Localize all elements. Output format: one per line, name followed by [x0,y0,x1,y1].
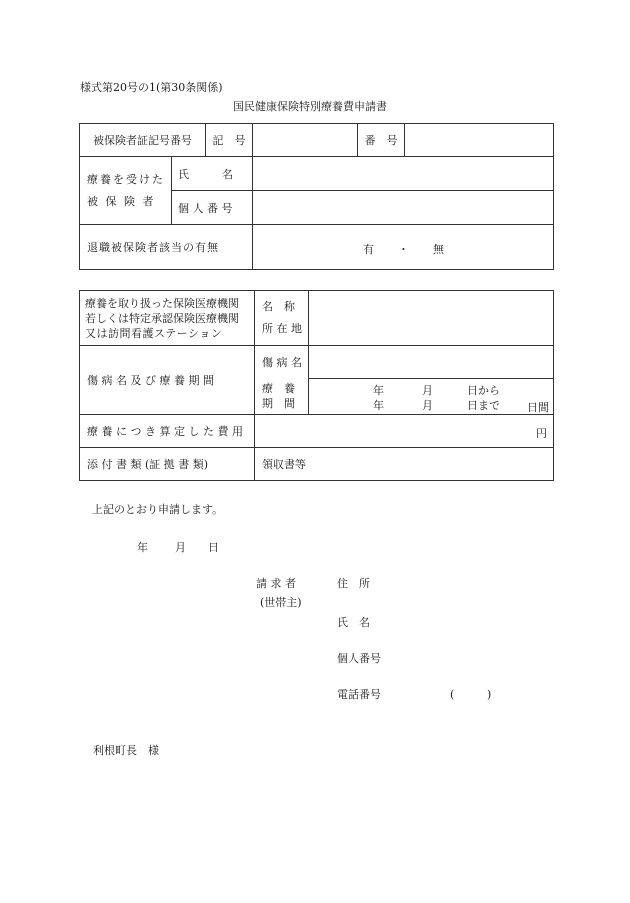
householder-label: (世帯主) [260,596,302,609]
name-label: 氏 名 [172,157,253,191]
attach-field[interactable]: 領収書等 [255,448,554,481]
period-field[interactable]: 年 月 日から 年 月 日まで 日間 [309,379,554,415]
bango-label: 番 号 [358,124,405,157]
mynumber-label: 個 人 番 号 [172,191,253,225]
recipient-label: 療養を受けた 被 保 険 者 [80,157,172,225]
claimant-label: 請 求 者 [256,577,296,590]
option-separator: ・ [398,243,409,256]
mynumber-field[interactable] [253,191,554,225]
meisho-field[interactable] [309,296,553,318]
retired-label: 退職被保険者該当の有無 [80,225,253,270]
cost-label: 療 養 に つ き 算 定 し た 費 用 [80,415,255,448]
kigo-field[interactable] [253,124,358,157]
cost-field[interactable] [255,415,554,448]
disease-field[interactable] [309,346,554,379]
form-number: 様式第20号の1(第30条関係) [80,81,223,94]
page-title: 国民健康保険特別療養費申請書 [233,100,387,113]
phone-label: 電話番号 [337,688,381,701]
address-label: 住 所 [337,577,370,590]
cert-number-label: 被保険者証記号番号 [80,124,206,157]
phone-paren-close: ) [487,688,492,701]
disease-period-label: 傷 病 名 及 び 療 養 期 間 [80,346,255,415]
phone-paren-open: ( [450,688,455,701]
date-day: 日 [208,541,219,554]
addressee: 利根町長 様 [93,744,159,757]
statement: 上記のとおり申請します。 [92,503,224,516]
period-label: 療 養 期 間 [255,379,309,415]
claimant-name-label: 氏 名 [337,616,370,629]
retired-choice[interactable] [253,225,554,270]
treatment-info-table [79,290,554,481]
option-no[interactable]: 無 [433,243,444,256]
kigo-label: 記 号 [206,124,253,157]
facility-sublabels: 名 称 所 在 地 [255,291,309,346]
date-year: 年 [137,541,148,554]
bango-field[interactable] [405,124,554,157]
option-yes[interactable]: 有 [363,243,374,256]
attach-label: 添 付 書 類 (証 拠 書 類) [80,448,255,481]
date-month: 月 [175,541,186,554]
yen-unit: 円 [536,427,547,440]
facility-fields[interactable] [309,291,554,346]
name-field[interactable] [253,157,554,191]
insured-info-table [79,123,554,270]
disease-label: 傷 病 名 [255,346,309,379]
facility-label: 療養を取り扱った保険医療機関 若しくは特定承認保険医療機関 又は訪問看護ステーション [80,291,255,346]
shozaichi-field[interactable] [309,318,553,340]
claimant-mynumber-label: 個人番号 [337,652,381,665]
